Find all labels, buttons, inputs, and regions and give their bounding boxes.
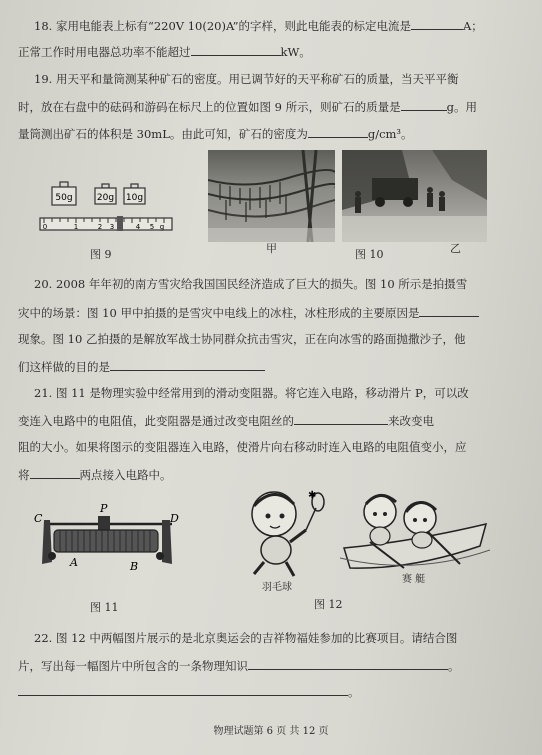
figure-9-caption: 图 9 (90, 248, 112, 261)
svg-text:4: 4 (135, 223, 141, 231)
figure-9-balance (38, 178, 178, 242)
weight-50g (52, 182, 76, 205)
figure-12-badminton-mascot (232, 484, 332, 584)
q20-line3: 现象。图 10 乙拍摄的是解放军战士协同群众抗击雪灾，正在向冰雪的路面抛撒沙子，他 (18, 332, 466, 346)
weight-10g (124, 184, 145, 204)
q18-blank-1[interactable] (411, 18, 463, 30)
q21-line3: 阻的大小。如果将图示的变阻器连入电路，使滑片向右移动时连入电路的电阻值变小，应 (18, 440, 467, 454)
svg-text:2: 2 (97, 223, 103, 231)
q19-line3: 量筒测出矿石的体积是 30mL。由此可知，矿石的密度为 g/cm³。 (18, 127, 413, 141)
q20-line2: 灾中的场景：图 10 甲中拍摄的是雪灾中电线上的冰柱，冰柱形成的主要原因是 (18, 305, 479, 320)
figure-10-caption: 图 10 (355, 248, 384, 261)
figure-12-rowing-mascots (340, 484, 490, 582)
figure-11-caption: 图 11 (90, 601, 119, 614)
balance-ruler (40, 216, 172, 231)
svg-text:0: 0 (42, 223, 48, 231)
q19-line2: 时，放在右盘中的砝码和游码在标尺上的位置如图 9 所示，则矿石的质量是 g。用 (18, 100, 477, 114)
page-footer: 物理试题第 6 页 共 12 页 (213, 726, 329, 737)
rheostat-label-b: B (130, 560, 139, 573)
svg-text:1: 1 (73, 223, 79, 231)
figure-10-right-label: 乙 (450, 242, 461, 255)
q20-line1: 20. 2008 年年初的南方雪灾给我国国民经济造成了巨大的损失。图 10 所示是拍摄雪 (34, 277, 468, 291)
figure-11-rheostat (30, 502, 190, 594)
slider-p (98, 516, 110, 530)
q20-blank-1[interactable] (419, 305, 479, 317)
q21-line1: 21. 图 11 是物理实验中经常用到的滑动变阻器。将它连入电路，移动滑片 P，可以改 (34, 386, 469, 400)
terminal-a (48, 552, 56, 560)
svg-text:3: 3 (109, 223, 115, 231)
q19-line1: 19. 用天平和量筒测某种矿石的密度。用已调节好的天平称矿石的质量，当天平平衡 (34, 72, 459, 86)
q22-line3: 。 (18, 684, 360, 699)
q21-blank-1[interactable] (294, 413, 388, 425)
q19-blank-1[interactable] (401, 99, 447, 111)
q20-blank-2[interactable] (110, 359, 265, 371)
ice-wires-image (208, 150, 335, 242)
weight-50g-label: 50g (55, 193, 73, 203)
svg-text:5: 5 (149, 223, 155, 231)
q18-line2: 正常工作时用电器总功率不能超过 kW。 (18, 45, 311, 59)
shuttlecock-icon: ✱ (308, 490, 317, 501)
weight-20g (95, 184, 116, 204)
q22-blank-1[interactable] (248, 658, 448, 670)
q18-line1: 18. 家用电能表上标有“220V 10(20)A”的字样，则此电能表的标定电流是 A； (34, 19, 483, 33)
rheostat-label-c: C (34, 512, 43, 525)
terminal-b (156, 552, 164, 560)
q21-blank-2[interactable] (30, 467, 80, 479)
q22-line1: 22. 图 12 中两幅图片展示的是北京奥运会的吉祥物福娃参加的比赛项目。请结合图 (34, 631, 458, 645)
q20-line4: 们这样做的目的是 (18, 359, 265, 374)
q18-blank-2[interactable] (191, 44, 281, 56)
rider-slider (117, 216, 123, 231)
q22-blank-2[interactable] (18, 684, 348, 696)
resistance-coil (54, 530, 158, 552)
rheostat-label-d: D (170, 512, 179, 525)
q21-line4: 将 两点接入电路中。 (18, 468, 172, 482)
svg-text:g: g (159, 223, 165, 231)
weight-10g-label: 10g (125, 193, 144, 203)
figure-10-photo-ice-wires (208, 150, 335, 242)
q21-line2: 变连入电路中的电阻值，此变阻器是通过改变电阻丝的 来改变电 (18, 414, 434, 428)
figure-10-photo-soldiers-sand (342, 150, 487, 242)
rheostat-label-p: P (100, 502, 108, 515)
weight-20g-label: 20g (96, 193, 115, 203)
figure-12-right-label: 赛 艇 (402, 574, 426, 585)
q19-blank-2[interactable] (308, 126, 368, 138)
figure-12-caption: 图 12 (314, 598, 343, 611)
q22-line2: 片，写出每一幅图片中所包含的一条物理知识 。 (18, 659, 460, 673)
figure-10-left-label: 甲 (266, 242, 277, 255)
rheostat-label-a: A (70, 556, 78, 569)
soldiers-sand-image (342, 150, 487, 242)
figure-12-left-label: 羽毛球 (262, 582, 292, 593)
